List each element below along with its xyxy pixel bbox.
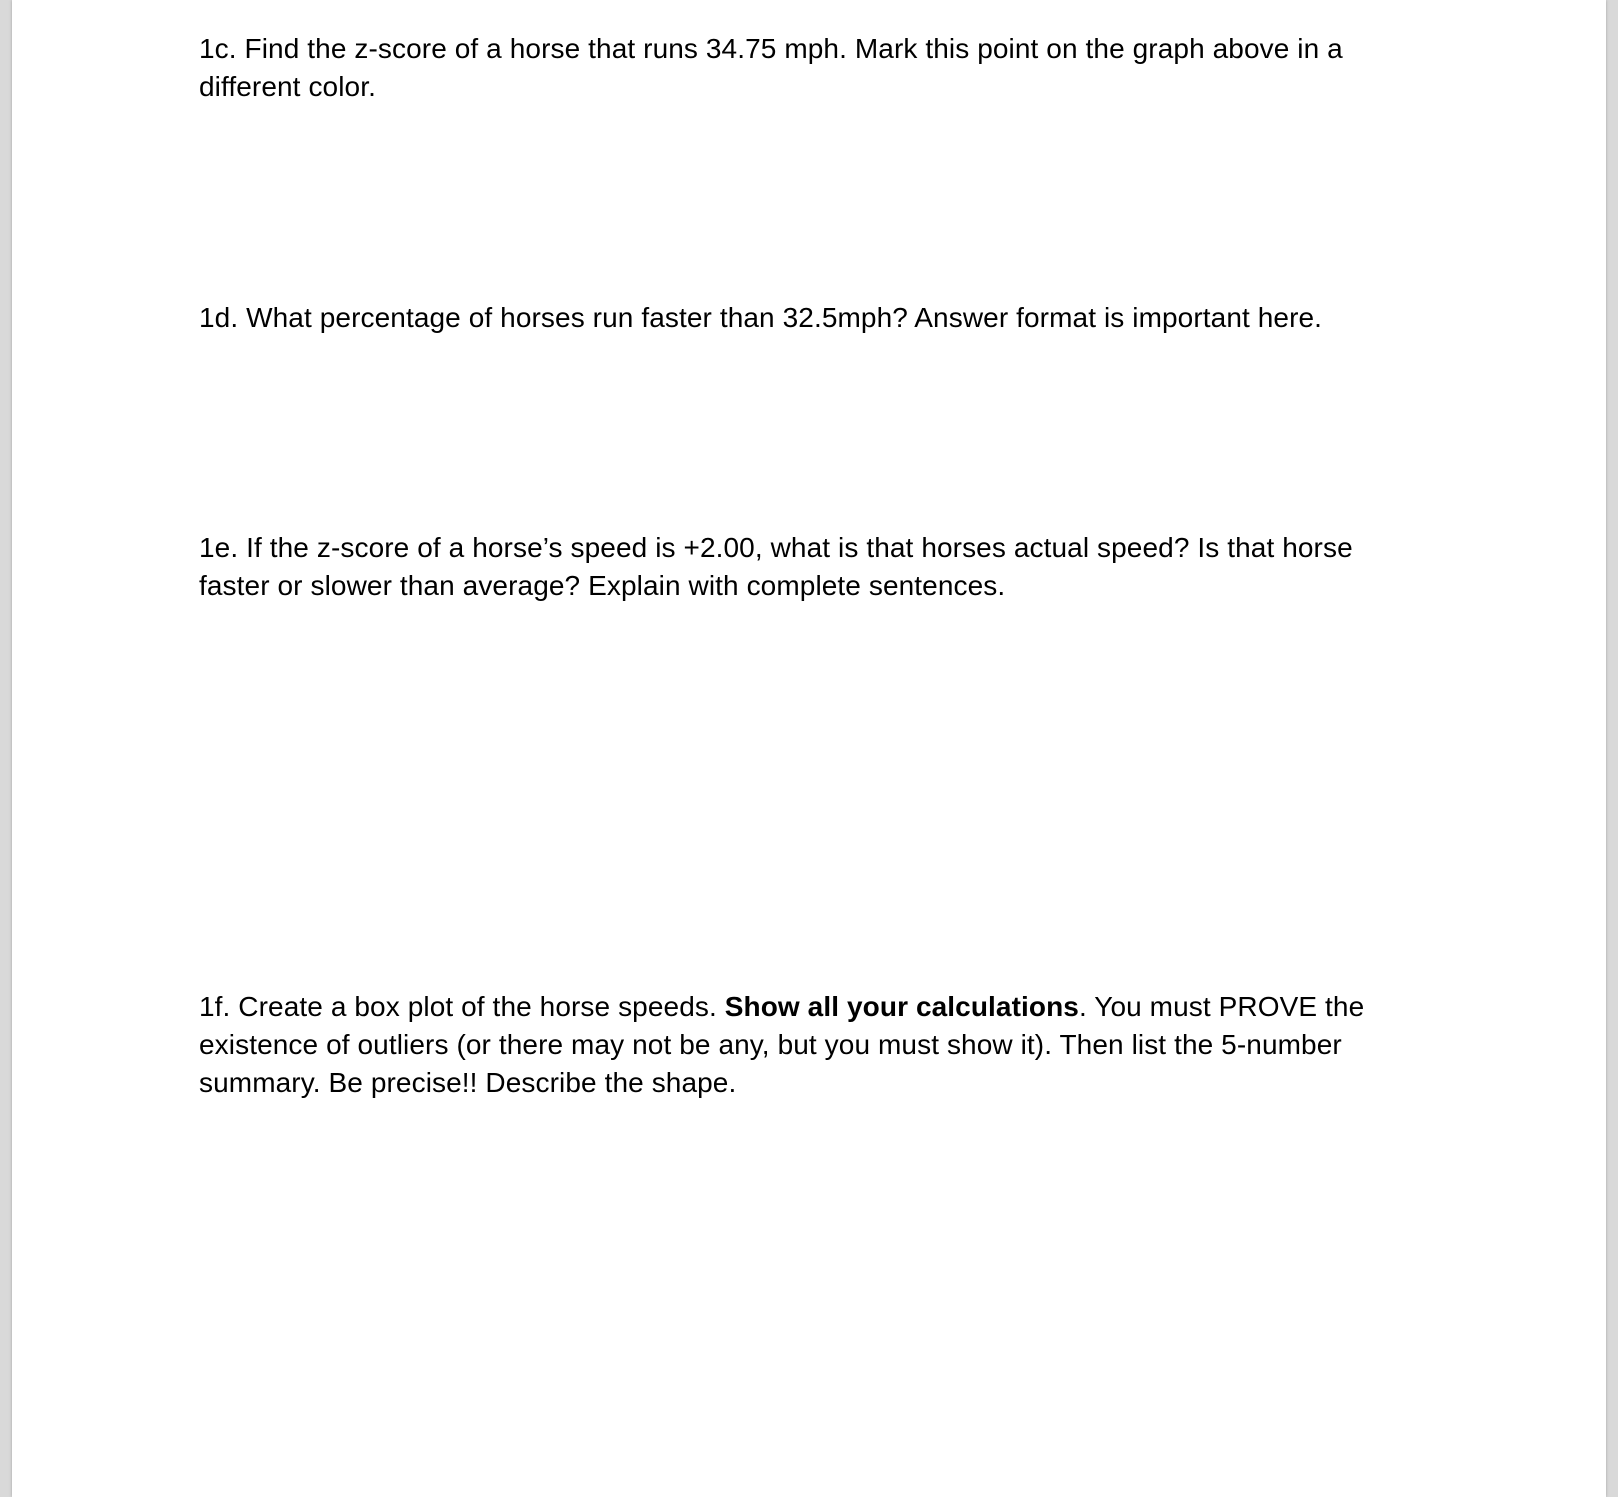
question-1f-rest: . You must PROVE the existence of outliers (or there may not be any, but you must show it). Then list the 5-number summary. Be precise!! Describe the shape. [199,991,1365,1098]
document-page [12,0,1606,1497]
question-1f-intro: 1f. Create a box plot of the horse speeds. [199,991,725,1022]
question-1e: 1e. If the z-score of a horse’s speed is +2.00, what is that horses actual speed? Is that horse faster or slower than average? Explain with complete sentences. [199,532,1353,601]
question-1c: 1c. Find the z-score of a horse that runs 34.75 mph. Mark this point on the graph above in a different color. [199,33,1343,102]
question-1f-emphasis: Show all your calculations [724,991,1079,1022]
question-1d: 1d. What percentage of horses run faster than 32.5mph? Answer format is important here. [199,302,1323,333]
question-1f [199,988,1439,1102]
